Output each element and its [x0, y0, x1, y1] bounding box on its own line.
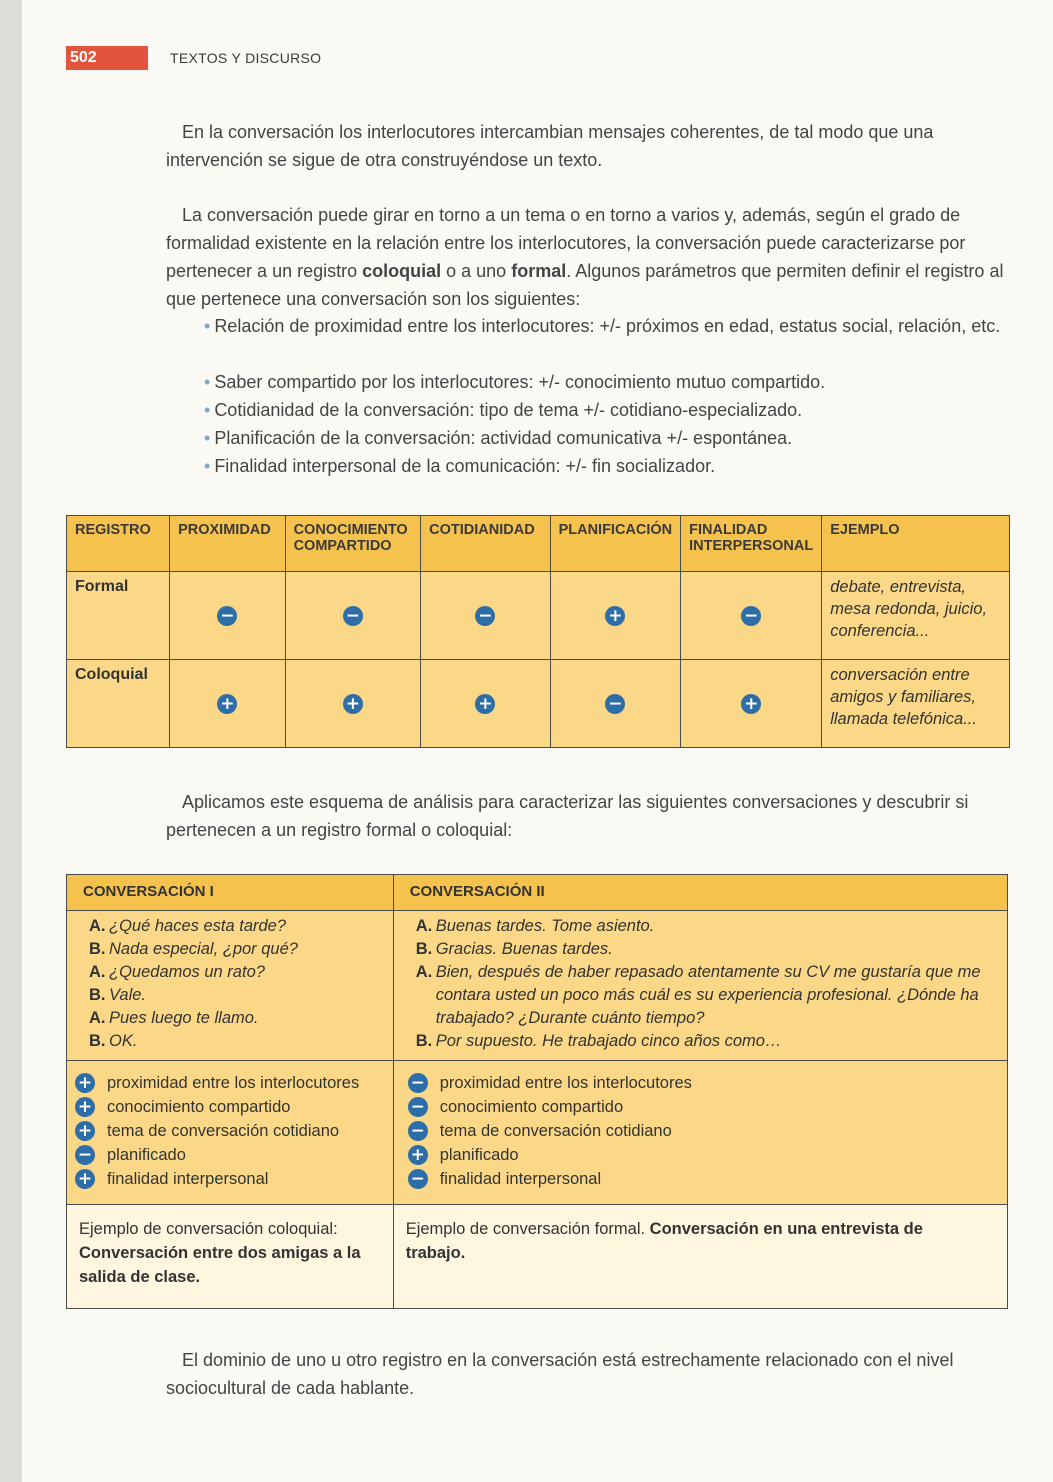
evaluation-text: finalidad interpersonal: [439, 1170, 602, 1188]
plus-circle-icon: +: [605, 606, 625, 626]
table-row-formal: [67, 572, 1010, 660]
speaker-label: B.: [89, 986, 106, 1004]
intro-p2-b: o a uno: [441, 261, 512, 281]
evaluation-text: tema de conversación cotidiano: [107, 1122, 340, 1140]
evaluation-text: finalidad interpersonal: [107, 1170, 269, 1188]
header-finalidad: FINALIDAD INTERPERSONAL: [681, 516, 822, 572]
bullet-dot-icon: •: [204, 316, 211, 336]
dialogue-line: [89, 984, 381, 1007]
speaker-label: A.: [89, 963, 106, 981]
header-planificacion: PLANIFICACIÓN: [550, 516, 681, 572]
minus-circle-icon: −: [475, 606, 495, 626]
conversation-1-dialogue: [67, 911, 394, 1061]
bullet-item: [204, 313, 1004, 340]
utterance: Gracias. Buenas tardes.: [435, 940, 613, 958]
utterance: Nada especial, ¿por qué?: [109, 940, 298, 958]
evaluation-item: [75, 1167, 385, 1191]
speaker-label: B.: [89, 1032, 106, 1050]
evaluation-item: [75, 1071, 385, 1095]
row-label-coloquial: Coloquial: [67, 660, 170, 748]
speaker-label: A.: [89, 917, 106, 935]
dialogue-row: [67, 911, 1008, 1061]
dialogue-line: [416, 961, 995, 1030]
evaluation-text: tema de conversación cotidiano: [439, 1122, 672, 1140]
analysis-intro: Aplicamos este esquema de análisis para caracterizar las siguientes conversaciones y descubrir si pertenecen a un registro formal o coloquial:: [166, 792, 969, 840]
plus-circle-icon: +: [75, 1097, 95, 1117]
utterance: Por supuesto. He trabajado cinco años como…: [435, 1032, 782, 1050]
dialogue-line: [89, 1007, 381, 1030]
minus-circle-icon: −: [408, 1073, 428, 1093]
intro-p2-c: . Algunos parámetros que permiten definir el registro al que pertenece una conversación son los siguientes:: [166, 261, 1004, 309]
utterance: Buenas tardes. Tome asiento.: [435, 917, 655, 935]
conversations-header: [67, 875, 1008, 911]
bullet-text: Planificación de la conversación: actividad comunicativa +/- espontánea.: [214, 428, 793, 448]
evaluation-text: conocimiento compartido: [107, 1098, 291, 1116]
bullet-item: [204, 453, 1004, 480]
minus-circle-icon: −: [217, 606, 237, 626]
utterance: Vale.: [109, 986, 146, 1004]
example-1-description: Conversación entre dos amigas a la salida de clase.: [79, 1244, 361, 1286]
evaluation-item: [75, 1143, 385, 1167]
evaluation-text: proximidad entre los interlocutores: [439, 1074, 692, 1092]
dialogue-line: [89, 915, 381, 938]
speaker-label: A.: [415, 917, 433, 935]
table-row-coloquial: [67, 660, 1010, 748]
plus-circle-icon: +: [475, 694, 495, 714]
minus-circle-icon: −: [408, 1121, 428, 1141]
evaluation-item: [408, 1167, 999, 1191]
header-cotidianidad: COTIDIANIDAD: [421, 516, 550, 572]
conversation-2-title: CONVERSACIÓN II: [393, 875, 1007, 911]
bullet-text: Relación de proximidad entre los interlocutores: +/- próximos en edad, estatus social, relación, etc.: [214, 316, 1001, 336]
evaluation-item: [75, 1119, 385, 1143]
bullet-dot-icon: •: [204, 456, 211, 476]
bullet-dot-icon: •: [204, 428, 211, 448]
plus-circle-icon: +: [343, 694, 363, 714]
evaluation-item: [75, 1095, 385, 1119]
example-2-description: Conversación en una entrevista de trabajo.: [405, 1220, 923, 1262]
example-coloquial: conversación entre amigos y familiares, llamada telefónica...: [822, 660, 1010, 748]
conversation-1-title: CONVERSACIÓN I: [67, 875, 394, 911]
evaluation-item: [408, 1119, 999, 1143]
plus-circle-icon: +: [75, 1121, 95, 1141]
page-gutter: [0, 0, 22, 1482]
utterance: Bien, después de haber repasado atentamente su CV me gustaría que me contara usted un poco más cuál es su experiencia profesional. ¿Dónde ha trabajado? ¿Durante cuánto tiempo?: [435, 963, 981, 1027]
keyword-coloquial: coloquial: [362, 261, 442, 281]
registro-table-header: [67, 516, 1010, 572]
dialogue-line: [89, 961, 381, 984]
bullet-dot-icon: •: [204, 400, 211, 420]
evaluation-text: planificado: [107, 1146, 186, 1164]
evaluation-row: [67, 1061, 1008, 1205]
intro-p2-a: La conversación puede girar en torno a un tema o en torno a varios y, además, según el grado de formalidad existente en la relación entre los interlocutores, la conversación puede caracterizarse por pertenecer a un registro: [166, 205, 966, 281]
minus-circle-icon: −: [408, 1169, 428, 1189]
dialogue-line: [416, 915, 995, 938]
bullet-dot-icon: •: [204, 372, 211, 392]
plus-circle-icon: +: [741, 694, 761, 714]
plus-circle-icon: +: [217, 694, 237, 714]
minus-circle-icon: −: [741, 606, 761, 626]
utterance: Pues luego te llamo.: [109, 1009, 259, 1027]
evaluation-item: [408, 1143, 999, 1167]
evaluation-item: [408, 1071, 999, 1095]
header-conocimiento: CONOCIMIENTO COMPARTIDO: [285, 516, 421, 572]
example-row: [67, 1205, 1008, 1309]
conversation-2-example: [393, 1205, 1007, 1309]
speaker-label: A.: [415, 963, 433, 981]
dialogue-line: [89, 938, 381, 961]
header-ejemplo: EJEMPLO: [822, 516, 1010, 572]
minus-circle-icon: −: [75, 1145, 95, 1165]
conversation-2-dialogue: [393, 911, 1007, 1061]
minus-circle-icon: −: [605, 694, 625, 714]
row-label-formal: Formal: [67, 572, 170, 660]
conversations-table: [66, 874, 1008, 1309]
evaluation-text: planificado: [439, 1146, 519, 1164]
minus-circle-icon: −: [343, 606, 363, 626]
plus-circle-icon: +: [75, 1073, 95, 1093]
plus-circle-icon: +: [408, 1145, 428, 1165]
example-formal: debate, entrevista, mesa redonda, juicio, conferencia...: [822, 572, 1010, 660]
bullet-item: [204, 425, 1004, 452]
utterance: ¿Qué haces esta tarde?: [109, 917, 287, 935]
speaker-label: B.: [415, 1032, 433, 1050]
example-1-intro: Ejemplo de conversación coloquial:: [79, 1220, 338, 1238]
utterance: ¿Quedamos un rato?: [109, 963, 265, 981]
bullet-text: Cotidianidad de la conversación: tipo de tema +/- cotidiano-especializado.: [214, 400, 803, 420]
conversation-2-evaluation: [393, 1061, 1007, 1205]
evaluation-text: proximidad entre los interlocutores: [107, 1074, 360, 1092]
bullet-text: Finalidad interpersonal de la comunicación: +/- fin socializador.: [214, 456, 716, 476]
header-proximidad: PROXIMIDAD: [170, 516, 285, 572]
speaker-label: B.: [89, 940, 106, 958]
intro-paragraph-2: [166, 201, 1011, 313]
registro-table: [66, 515, 1010, 748]
closing-paragraph: El dominio de uno u otro registro en la conversación está estrechamente relacionado con el nivel sociocultural de cada hablante.: [166, 1350, 954, 1398]
header-registro: REGISTRO: [67, 516, 170, 572]
utterance: OK.: [109, 1032, 138, 1050]
evaluation-text: conocimiento compartido: [439, 1098, 624, 1116]
intro-paragraph-1: En la conversación los interlocutores intercambian mensajes coherentes, de tal modo que una intervención se sigue de otra construyéndose un texto.: [166, 122, 934, 170]
section-title: TEXTOS Y DISCURSO: [170, 50, 322, 66]
conversation-1-evaluation: [67, 1061, 394, 1205]
keyword-formal: formal: [511, 261, 567, 281]
conversation-1-example: [67, 1205, 394, 1309]
example-2-intro: Ejemplo de conversación formal.: [405, 1220, 650, 1238]
dialogue-line: [416, 938, 995, 961]
bullet-item: [204, 397, 1004, 424]
dialogue-line: [416, 1030, 995, 1053]
dialogue-line: [89, 1030, 381, 1053]
plus-circle-icon: +: [75, 1169, 95, 1189]
minus-circle-icon: −: [408, 1097, 428, 1117]
page-number: 502: [66, 46, 148, 70]
bullet-text: Saber compartido por los interlocutores: +/- conocimiento mutuo compartido.: [214, 372, 826, 392]
speaker-label: B.: [415, 940, 433, 958]
evaluation-item: [408, 1095, 999, 1119]
bullet-item: [204, 369, 1004, 396]
speaker-label: A.: [89, 1009, 106, 1027]
